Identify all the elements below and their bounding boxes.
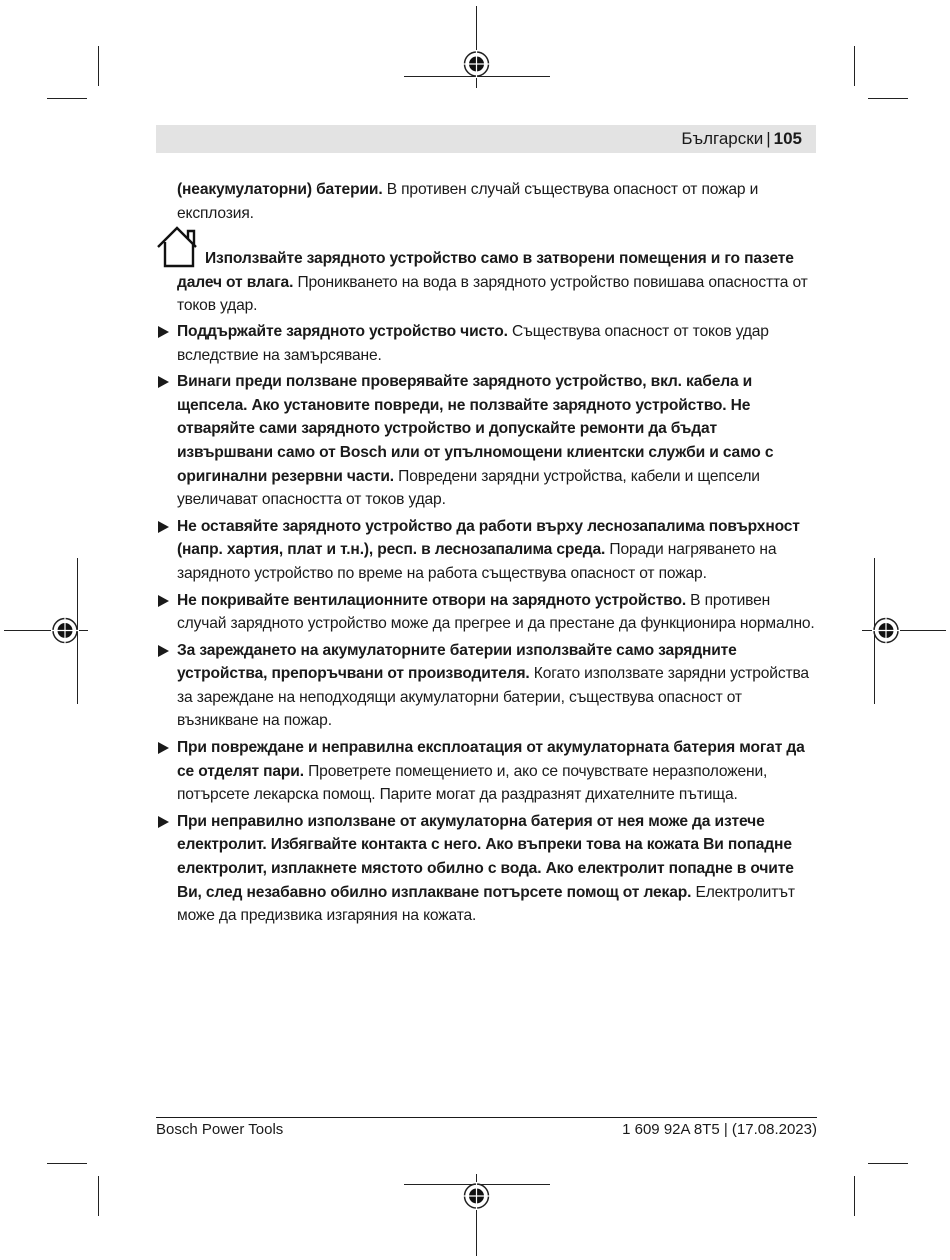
page-header xyxy=(681,129,802,149)
footer-publisher: Bosch Power Tools xyxy=(156,1121,284,1138)
header-separator: | xyxy=(766,129,771,148)
crop-mark-bottom-right-v xyxy=(854,1176,855,1216)
list-item xyxy=(177,810,817,928)
list-item xyxy=(177,515,817,586)
list-item xyxy=(177,320,817,367)
bullet-triangle-icon xyxy=(158,595,169,607)
header-language: Български xyxy=(681,129,764,148)
registration-target-top-icon xyxy=(404,6,550,88)
indoor-use-house-icon xyxy=(155,225,201,269)
footer-document-code: 1 609 92A 8T5 | (17.08.2023) xyxy=(622,1121,817,1138)
bullet-bold: Не покривайте вентилационните отвори на зарядното устройство. xyxy=(177,591,686,609)
footer-divider xyxy=(156,1117,817,1118)
intro-text: В противен случай съществува опасност от пожар и експлозия. xyxy=(177,181,759,222)
bullet-text: Повредени зарядни устройства, кабели и щепсели увеличават опасността от токов удар. xyxy=(177,467,760,509)
bullet-text: Когато използвате зарядни устройства за зареждане на неподходящи акумулаторни батерии, съществува опасност от възникване на пожар. xyxy=(177,665,809,730)
bullet-bold: Поддържайте зарядното устройство чисто. xyxy=(177,322,508,340)
registration-target-right-icon xyxy=(862,558,946,704)
crop-mark-bottom-right-h xyxy=(868,1163,908,1164)
list-item xyxy=(177,639,817,733)
crop-mark-bottom-left-v xyxy=(98,1176,99,1216)
bullet-triangle-icon xyxy=(158,742,169,754)
intro-bold: (неакумулаторни) батерии. xyxy=(177,181,383,198)
bullet-triangle-icon xyxy=(158,521,169,533)
crop-mark-top-right-h xyxy=(868,98,908,99)
house-warning-bold: Използвайте зарядното устройство само в затворени помещения и го пазете далеч от влага. xyxy=(177,250,794,291)
bullet-bold: Не оставяйте зарядното устройство да работи върху леснозапалима повърхност (напр. хартия, плат и т.н.), респ. в леснозапалима среда. xyxy=(177,517,800,559)
list-item xyxy=(177,370,817,512)
page-content xyxy=(177,178,817,931)
bullet-bold: При повреждане и неправилна експлоатация от акумулаторната батерия могат да се отделят пари. xyxy=(177,739,805,780)
bullet-bold: Винаги преди ползване проверявайте зарядното устройство, вкл. кабела и щепсела. Ако установите повреди, не ползвайте зарядното устройство. Не отваряйте сами зарядното устройство и допускайте ремонти да бъдат извършвани само от Bosch или от упълномощени клиентски служби и само с оригинални резервни части. xyxy=(177,373,774,485)
bullet-triangle-icon xyxy=(158,376,169,388)
bullet-bold: При неправилно използване от акумулаторна батерия от нея може да изтече електролит. Избягвайте контакта с него. Ако въпреки това на кожата Ви попадне електролит, изплакнете мястото обилно с вода. Ако електролит попадне в очите Ви, след незабавно обилно изплакване потърсете помощ от лекар. xyxy=(177,812,794,901)
bullet-triangle-icon xyxy=(158,326,169,338)
bullet-text: Електролитът може да предизвика изгаряния на кожата. xyxy=(177,883,795,925)
bullet-text: Съществува опасност от токов удар вследствие на замърсяване. xyxy=(177,322,769,364)
bullet-triangle-icon xyxy=(158,816,169,828)
bullet-text: Проветрете помещението и, ако се почувствате неразположени, потърсете лекарска помощ. Парите могат да раздразнят дихателните пътища. xyxy=(177,762,768,804)
list-item xyxy=(177,589,817,636)
registration-target-bottom-icon xyxy=(404,1174,550,1256)
bullet-text: Поради нагряването на зарядното устройство по време на работа съществува опасност от пожар. xyxy=(177,541,777,582)
intro-paragraph xyxy=(177,178,817,225)
bullet-bold: За зареждането на акумулаторните батерии използвайте само зарядните устройства, препоръчвани от производителя. xyxy=(177,641,737,683)
crop-mark-bottom-left-h xyxy=(47,1163,87,1164)
crop-mark-top-left-h xyxy=(47,98,87,99)
list-item xyxy=(177,736,817,807)
crop-mark-top-left-v xyxy=(98,46,99,86)
page-number: 105 xyxy=(773,129,802,148)
crop-mark-top-right-v xyxy=(854,46,855,86)
registration-target-left-icon xyxy=(4,558,88,704)
bullet-text: В противен случай зарядното устройство може да прегрее и да престане да функционира нормално. xyxy=(177,591,815,633)
page-header-bar xyxy=(156,125,816,153)
bullet-triangle-icon xyxy=(158,645,169,657)
indoor-use-warning xyxy=(177,247,817,318)
house-warning-text: Проникването на вода в зарядното устройство повишава опасността от токов удар. xyxy=(177,273,808,315)
